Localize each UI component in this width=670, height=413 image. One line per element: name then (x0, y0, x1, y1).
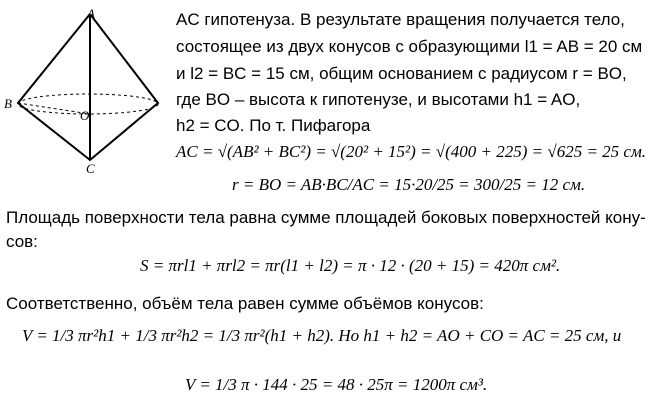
paragraph-surface-line-2: сов: (6, 232, 38, 251)
label-o: O (80, 108, 90, 123)
paragraph-surface-line-1: Площадь поверхности тела равна сумме площадей боковых поверхностей кону- (6, 208, 646, 227)
label-a: A (87, 6, 95, 21)
text-line-4: где BO – высота к гипотенузе, и высотами h1 = AO, (176, 90, 581, 109)
equation-radius: r = BO = AB·BC/AC = 15·20/25 = 300/25 = 12 см. (232, 175, 586, 194)
equation-pythagoras: AC = √(AB² + BC²) = √(20² + 15²) = √(400 + 225) = √625 = 25 см. (176, 142, 647, 161)
equation-volume-sum: V = 1/3 πr²h1 + 1/3 πr²h2 = 1/3 πr²(h1 + h2). Но h1 + h2 = AO + CO = AC = 25 см, и (22, 326, 622, 345)
text-line-5: h2 = CO. По т. Пифагора (176, 116, 371, 135)
equation-volume-result: V = 1/3 π · 144 · 25 = 48 · 25π = 1200π см³. (185, 375, 488, 394)
text-line-1: AC гипотенуза. В результате вращения получается тело, (176, 10, 625, 29)
text-line-3: и l2 = BC = 15 см, общим основанием с радиусом r = BO, (176, 64, 627, 83)
cone-outline (18, 14, 158, 160)
label-c: C (86, 161, 95, 176)
double-cone-figure (0, 0, 170, 185)
label-b: B (4, 96, 12, 111)
text-line-2: состоящее из двух конусов с образующими l1 = AB = 20 см (176, 37, 643, 56)
equation-surface-area: S = πrl1 + πrl2 = πr(l1 + l2) = π · 12 · (20 + 15) = 420π см². (140, 256, 561, 275)
paragraph-volume: Соответственно, объём тела равен сумме объёмов конусов: (6, 294, 484, 313)
